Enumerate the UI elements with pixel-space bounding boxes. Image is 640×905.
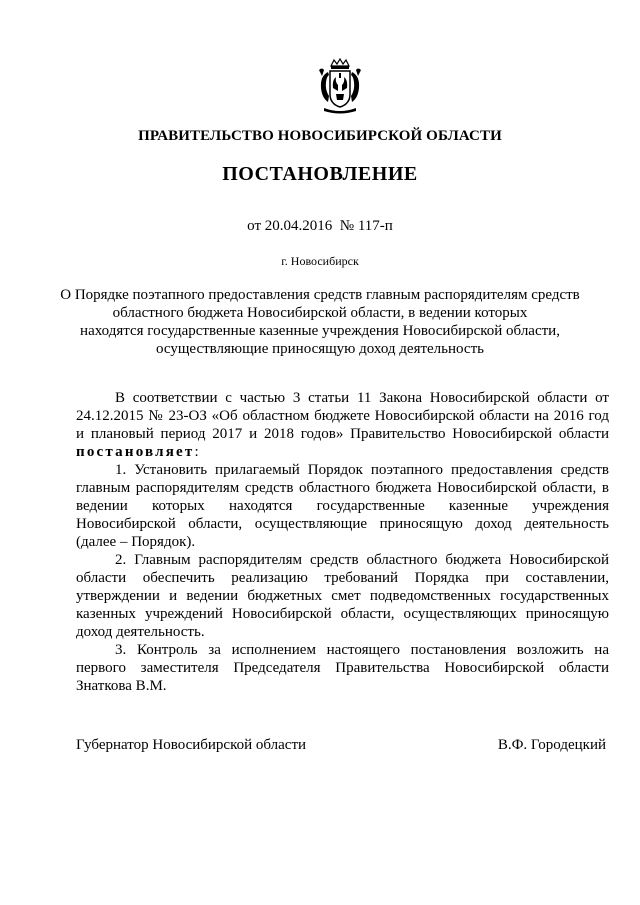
city: г. Новосибирск	[281, 254, 359, 268]
subject-line: осуществляющие приносящую доход деятельность	[156, 341, 484, 357]
date-and-number: от 20.04.2016 № 117-п	[247, 218, 393, 234]
item-3-paragraph: 3. Контроль за исполнением настоящего постановления возложить на первого заместителя Председателя Правительства Новосибирской области Знаткова В.М.	[76, 642, 609, 694]
decree-colon: :	[194, 444, 199, 460]
subject-line: находятся государственные казенные учреждения Новосибирской области,	[80, 323, 560, 339]
document-type-title: ПОСТАНОВЛЕНИЕ	[222, 163, 418, 185]
subject-line: О Порядке поэтапного предоставления средств главным распорядителям средств	[60, 287, 580, 303]
document-subject	[0, 286, 640, 358]
signatory-name: В.Ф. Городецкий	[497, 737, 606, 753]
preamble-paragraph	[76, 389, 609, 461]
signatory-position: Губернатор Новосибирской области	[76, 737, 307, 753]
document-body	[76, 389, 609, 695]
coat-of-arms-icon	[316, 58, 364, 116]
government-name: ПРАВИТЕЛЬСТВО НОВОСИБИРСКОЙ ОБЛАСТИ	[138, 128, 502, 144]
item-1-paragraph: 1. Установить прилагаемый Порядок поэтапного предоставления средств главным распорядителям средств областного бюджета Новосибирской области, в ведении которых находятся государственные казенные учреждения Новосибирской области, осуществляющие приносящую доход деятельность (далее – Порядок).	[76, 462, 609, 550]
decree-word: постановляет	[76, 444, 195, 460]
preamble-text: В соответствии с частью 3 статьи 11 Закона Новосибирской области от 24.12.2015 № 23-ОЗ «Об областном бюджете Новосибирской области на 2016 год и плановый период 2017 и 2018 годов» Правительство Новосибирской области	[76, 390, 609, 442]
subject-line: областного бюджета Новосибирской области, в ведении которых	[112, 305, 528, 321]
item-2-paragraph: 2. Главным распорядителям средств областного бюджета Новосибирской области обеспечить реализацию требований Порядка при составлении, утверждении и ведении бюджетных смет подведомственных государственных казенных учреждений Новосибирской области, осуществляющих приносящую доход деятельность.	[76, 552, 609, 640]
